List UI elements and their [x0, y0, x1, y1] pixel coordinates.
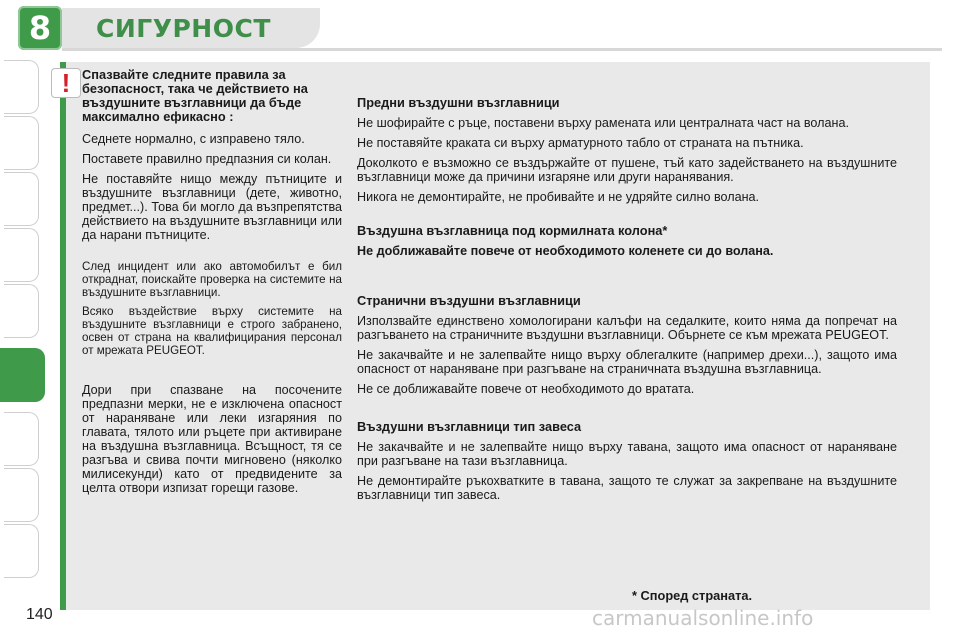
page-number: 140 — [26, 606, 53, 623]
safety-rules-heading: Спазвайте следните правила за безопасност, така че действието на въздушните възглавници да бъде максимално ефикасно : — [82, 67, 308, 124]
paragraph: Доколкото е възможно се въздържайте от пушене, тъй като задействането на въздушните възглавници може да причини изгаряне или други наранявания. — [357, 156, 897, 184]
paragraph: Никога не демонтирайте, не пробивайте и не удряйте силно волана. — [357, 190, 760, 204]
chapter-tab[interactable] — [4, 228, 39, 282]
page-title: СИГУРНОСТ — [96, 14, 271, 43]
chapter-tab[interactable] — [4, 524, 39, 578]
chapter-tab[interactable] — [4, 412, 39, 466]
paragraph: След инцидент или ако автомобилът е бил откраднат, поискайте проверка на системите на въздушните възглавници. — [82, 260, 342, 299]
exclamation-icon — [51, 68, 81, 98]
paragraph: Не доближавайте повече от необходимото коленете си до волана. — [357, 244, 774, 258]
warning-glyph: ! — [61, 68, 71, 98]
paragraph: Не шофирайте с ръце, поставени върху рамената или централната част на волана. — [357, 116, 849, 130]
paragraph: Всяко въздействие върху системите на въздушните възглавници е строго забранено, освен от страна на квалифицирания персонал от мрежата PEUGEOT. — [82, 305, 342, 357]
chapter-badge — [18, 6, 62, 50]
curtain-airbags-heading: Въздушни възглавници тип завеса — [357, 419, 582, 434]
chapter-tab[interactable] — [4, 284, 39, 338]
chapter-tab[interactable] — [4, 468, 39, 522]
front-airbags-heading: Предни въздушни възглавници — [357, 95, 560, 110]
chapter-tab[interactable] — [4, 60, 39, 114]
paragraph: Дори при спазване на посочените предпазни мерки, не е изключена опасност от нараняване или леки изгаряния по главата, тялото или ръцете при активиране на въздушна възглавница. Всъщност, тя се разгъва и свива почти мигновено (няколко милисекунди) като от предвидените за целта отвори изпизат горещи газове. — [82, 383, 342, 495]
left-column — [82, 68, 342, 501]
right-column — [357, 96, 897, 508]
chapter-number: 8 — [28, 9, 52, 47]
side-airbags-heading: Странични въздушни възглавници — [357, 293, 581, 308]
paragraph: Не поставяйте нищо между пътниците и въздушните възглавници (дете, животно, предмет...). Това би могло да възпрепятства действието на въздушните възглавници или да нарани пътниците. — [82, 172, 342, 242]
paragraph: Не се доближавайте повече от необходимото до вратата. — [357, 382, 695, 396]
watermark: carmanualsonline.info — [592, 606, 814, 630]
footnote: * Според страната. — [632, 588, 753, 603]
chapter-tab-active[interactable] — [0, 348, 45, 402]
paragraph: Поставете правилно предпазния си колан. — [82, 152, 332, 166]
chapter-tab[interactable] — [4, 116, 39, 170]
paragraph: Използвайте единствено хомологирани калъфи на седалките, които няма да попречат на разгъването на страничните въздушни възглавници. Обърнете се към мрежата PEUGEOT. — [357, 314, 897, 342]
knee-airbag-heading: Въздушна възглавница под кормилната колона* — [357, 223, 668, 238]
paragraph: Не закачвайте и не залепвайте нищо върху облегалките (например дрехи...), защото има опасност от нараняване при разгъване на страничната въздушна възглавница. — [357, 348, 897, 376]
paragraph: Седнете нормално, с изправено тяло. — [82, 132, 305, 146]
header-divider — [62, 48, 942, 51]
paragraph: Не закачвайте и не залепвайте нищо върху тавана, защото има опасност от нараняване при разгъване на тази възглавница. — [357, 440, 897, 468]
paragraph: Не поставяйте краката си върху арматурното табло от страната на пътника. — [357, 136, 804, 150]
paragraph: Не демонтирайте ръкохватките в тавана, защото те служат за закрепване на въздушните възглавници тип завеса. — [357, 474, 897, 502]
chapter-tab[interactable] — [4, 172, 39, 226]
